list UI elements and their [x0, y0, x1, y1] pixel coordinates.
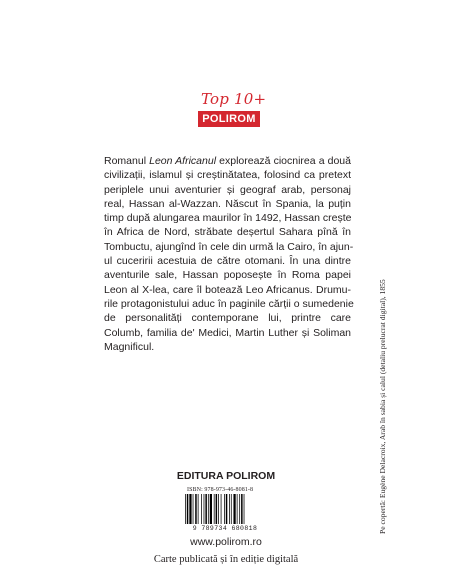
- series-title: Top 10+: [201, 90, 267, 108]
- book-description: [104, 154, 354, 354]
- description-text: aventurile sale, Hassan poposește în Roma papei: [104, 269, 351, 282]
- description-text: Tombuctu, ajungînd în cele din urmă la Cairo, în ajun-: [104, 240, 354, 253]
- description-text: Leon al X-lea, care îl botează Leo Africanus. Drumu-: [104, 283, 351, 296]
- website-link[interactable]: www.polirom.ro: [190, 536, 262, 548]
- series-logo: [198, 90, 267, 128]
- description-line: [104, 311, 351, 325]
- description-line: [104, 340, 351, 354]
- barcode: [183, 494, 267, 524]
- description-line: [104, 326, 351, 340]
- description-text: periplele unui aventurier și geograf arab, personaj: [104, 183, 351, 196]
- cover-credit: Pe copertă: Eugène Delacroix, Arab în sabia și calul (detaliu prelucrat digital), 1855: [378, 279, 387, 534]
- barcode-digits: 9 789734 680818: [192, 525, 258, 532]
- digital-edition-note: Carte publicată și în ediție digitală: [153, 554, 299, 565]
- description-line: [104, 183, 351, 197]
- isbn: ISBN: 978-973-46-8081-8: [187, 487, 254, 493]
- description-text: timp după alungarea maurilor în 1492, Hassan crește: [104, 212, 352, 225]
- book-title-italic: Leon Africanul: [149, 155, 217, 167]
- description-line: [104, 283, 351, 297]
- description-text: Romanul: [104, 155, 150, 167]
- description-text: explorează ciocnirea a două: [216, 155, 351, 167]
- description-text: real, Hassan al-Wazzan. Născut în Spania, la puțin: [104, 197, 351, 210]
- description-line: [104, 154, 351, 168]
- description-text: de personalități contemporane lui, printre care: [104, 312, 351, 325]
- description-text: Magnificul.: [104, 340, 155, 353]
- description-line: [104, 254, 351, 268]
- polirom-logo: POLIROM: [198, 111, 260, 127]
- description-line: [104, 297, 354, 311]
- description-line: [104, 240, 354, 254]
- description-text: Columb, familia de' Medici, Martin Luther și Soliman: [104, 326, 351, 339]
- publisher-name: EDITURA POLIROM: [176, 470, 276, 482]
- description-text: civilizații, islamul și creștinătatea, folosind ca pretext: [104, 169, 351, 182]
- description-line: [104, 225, 351, 239]
- description-line: [104, 268, 351, 282]
- description-text: ul cuceririi acestuia de către otomani. În una dintre: [104, 255, 351, 268]
- description-line: [104, 168, 351, 182]
- description-text: rile protagonistului aduc în paginile cărții o sumedenie: [104, 297, 354, 310]
- description-line: [104, 211, 351, 225]
- description-line: [104, 197, 351, 211]
- description-text: în Africa de Nord, străbate deșertul Sahara pînă în: [104, 226, 351, 239]
